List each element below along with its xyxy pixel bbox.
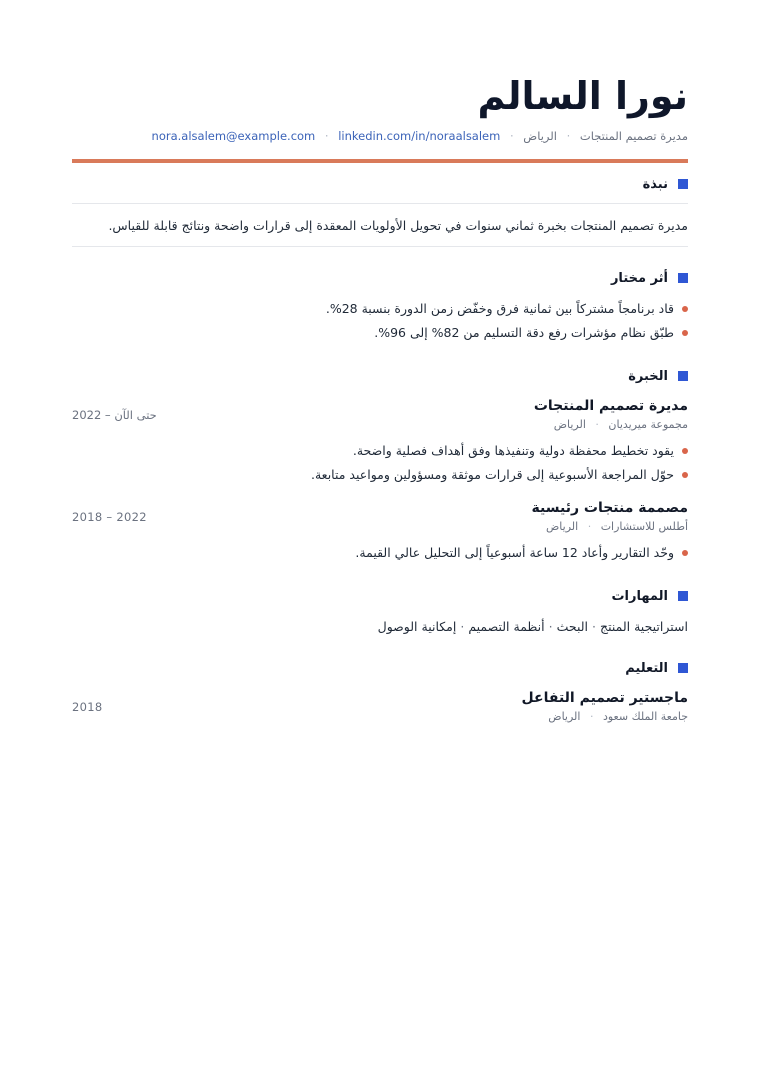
section-marker-icon <box>678 663 688 673</box>
role-meta <box>72 417 688 433</box>
separator: · <box>460 619 465 634</box>
section-title: التعليم <box>625 660 668 676</box>
bullet-icon <box>682 550 688 556</box>
candidate-name: نورا السالم <box>477 74 688 118</box>
section-title: أثر مختار <box>610 270 668 286</box>
list-item-text: طبّق نظام مؤشرات رفع دقة التسليم من 82% إلى 96%. <box>374 325 674 340</box>
section-title: نبذة <box>642 176 668 192</box>
separator: · <box>509 129 514 143</box>
bullet-icon <box>682 448 688 454</box>
list-item <box>72 439 688 463</box>
list-item-text: يقود تخطيط محفظة دولية وتنفيذها وفق أهداف فصلية واضحة. <box>352 443 674 458</box>
list-item <box>72 297 688 321</box>
list-item <box>72 463 688 487</box>
education-location: الرياض <box>548 710 581 723</box>
education-meta <box>72 709 688 725</box>
company-name: مجموعة ميريديان <box>608 418 688 431</box>
bullet-icon <box>682 330 688 336</box>
section-marker-icon <box>678 179 688 189</box>
separator: · <box>587 520 592 533</box>
role-title: مديرة تصميم المنتجات <box>533 398 688 414</box>
skills-section <box>72 585 688 637</box>
section-header <box>72 585 688 607</box>
separator: · <box>595 418 599 431</box>
impact-section <box>72 267 688 345</box>
email-link[interactable]: nora.alsalem@example.com <box>151 129 316 143</box>
summary-text: مديرة تصميم المنتجات بخبرة ثماني سنوات في تحويل الأولويات المعقدة إلى قرارات واضحة ونتائج قابلة للقياس. <box>108 218 688 233</box>
education-year: 2018 <box>72 700 103 714</box>
list-item <box>72 321 688 345</box>
list-item-text: قاد برنامجاً مشتركاً بين ثمانية فرق وخفّض زمن الدورة بنسبة 28%. <box>325 301 674 316</box>
role-bullets <box>72 439 688 487</box>
separator: · <box>548 619 553 634</box>
linkedin-link[interactable]: linkedin.com/in/noraalsalem <box>338 129 501 143</box>
section-header <box>72 267 688 289</box>
separator: · <box>592 619 597 634</box>
role-location: الرياض <box>553 418 586 431</box>
impact-list <box>72 297 688 345</box>
section-header <box>72 657 688 679</box>
separator: · <box>566 129 571 143</box>
bullet-icon <box>682 306 688 312</box>
role-title: مصممة منتجات رئيسية <box>531 500 688 516</box>
job-title: مديرة تصميم المنتجات <box>579 129 688 143</box>
section-header <box>72 173 688 195</box>
section-header <box>72 365 688 387</box>
list-item-text: وحّد التقارير وأعاد 12 ساعة أسبوعياً إلى التحليل عالي القيمة. <box>355 545 674 560</box>
separator: · <box>324 129 329 143</box>
location: الرياض <box>523 129 557 143</box>
experience-section <box>72 365 688 565</box>
section-marker-icon <box>678 371 688 381</box>
degree-title: ماجستير تصميم التفاعل <box>521 690 688 706</box>
skills-list <box>72 617 688 637</box>
section-title: الخبرة <box>628 368 668 384</box>
bullet-icon <box>682 472 688 478</box>
role-bullets <box>72 541 688 565</box>
summary-section <box>72 173 688 247</box>
section-title: المهارات <box>611 588 668 604</box>
skill-item: إمكانية الوصول <box>377 619 457 634</box>
role-location: الرياض <box>545 520 579 533</box>
education-section <box>72 657 688 725</box>
list-item <box>72 541 688 565</box>
accent-divider <box>72 159 688 163</box>
skill-item: البحث <box>556 619 589 634</box>
role-meta <box>72 519 688 535</box>
experience-role <box>72 395 688 487</box>
experience-role <box>72 497 688 565</box>
school-name: جامعة الملك سعود <box>602 710 688 723</box>
company-name: أطلس للاستشارات <box>600 520 688 533</box>
education-entry <box>72 687 688 725</box>
role-dates: 2018 – 2022 <box>72 510 147 524</box>
skill-item: أنظمة التصميم <box>468 619 545 634</box>
divider <box>72 246 688 247</box>
separator: · <box>589 710 594 723</box>
section-marker-icon <box>678 273 688 283</box>
list-item-text: حوّل المراجعة الأسبوعية إلى قرارات موثقة ومسؤولين ومواعيد متابعة. <box>311 467 674 482</box>
skill-item: استراتيجية المنتج <box>600 619 688 634</box>
contact-line <box>72 128 688 144</box>
role-dates: 2022 – حتى الآن <box>72 408 157 422</box>
section-marker-icon <box>678 591 688 601</box>
